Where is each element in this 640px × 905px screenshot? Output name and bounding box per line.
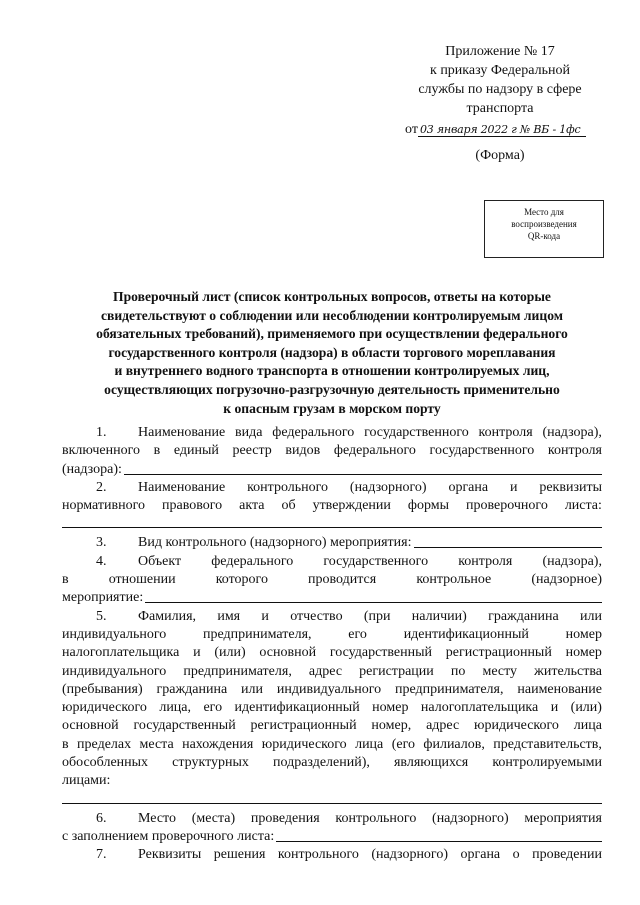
item-1-line-1 xyxy=(62,424,602,442)
word: номер xyxy=(565,626,602,642)
word: гражданина xyxy=(156,681,228,697)
word: Реквизиты xyxy=(138,847,202,863)
item-1-line-3 xyxy=(62,461,602,479)
word: представительств, xyxy=(493,736,602,752)
word: государственного xyxy=(364,425,469,440)
item-5-line-3 xyxy=(62,644,602,662)
item-2-line-1 xyxy=(62,479,602,497)
word: обособленных xyxy=(62,755,149,771)
justified-text xyxy=(138,846,602,864)
qr-line-3: QR-кода xyxy=(527,231,561,241)
justified-text xyxy=(138,608,602,626)
word: или xyxy=(241,681,264,697)
word: регистрационный xyxy=(445,645,552,661)
word: налогоплательщика xyxy=(420,700,539,716)
word: (места) xyxy=(191,810,236,826)
word: которого xyxy=(215,572,268,588)
word: лица xyxy=(573,718,602,734)
word: (надзорного) xyxy=(349,479,427,495)
word: о xyxy=(512,847,520,863)
word: государственный xyxy=(133,718,236,734)
item-5-label-end: лицами: xyxy=(62,773,111,789)
word: гражданина xyxy=(488,608,559,624)
word: в xyxy=(62,736,69,752)
word: нахождения xyxy=(182,736,254,752)
word: предпринимателя, xyxy=(183,663,292,679)
qr-line-1: Место для xyxy=(524,207,564,217)
word: регистрационный xyxy=(250,718,357,734)
word: Фамилия, xyxy=(138,608,197,624)
item-6-blank-field[interactable] xyxy=(276,828,602,842)
item-4-line-3 xyxy=(62,589,602,607)
word: его xyxy=(348,626,367,642)
word: утверждении xyxy=(312,498,391,514)
item-5-line-10 xyxy=(62,772,602,790)
title-line: и внутреннего водного транспорта в отношении контролируемых лиц, xyxy=(114,363,550,379)
word: государственного xyxy=(429,443,535,459)
item-number: 1. xyxy=(96,425,107,440)
word: Наименование xyxy=(138,479,226,495)
item-6-label-end: с заполнением проверочного листа: xyxy=(62,828,275,844)
item-5-line-9 xyxy=(62,754,602,772)
word: по xyxy=(450,663,466,679)
word: и xyxy=(550,700,559,716)
word: являющихся xyxy=(393,755,469,771)
word: включенного xyxy=(62,443,140,459)
item-1-blank-field[interactable] xyxy=(124,461,602,475)
justified-text xyxy=(138,553,602,571)
word: и xyxy=(509,479,518,495)
word: акта xyxy=(239,498,265,514)
word: (при xyxy=(363,608,391,624)
word: федерального xyxy=(211,553,294,569)
word: индивидуального xyxy=(62,663,167,679)
handwritten-date-number: 03 января 2022 г № ВБ - 1фс xyxy=(418,123,587,137)
justified-text xyxy=(138,424,602,442)
item-1-label-end: (надзора): xyxy=(62,461,122,477)
word: (надзорное) xyxy=(531,572,602,588)
item-5-line-5 xyxy=(62,681,602,699)
order-date-number xyxy=(405,120,585,139)
word: имя xyxy=(217,608,241,624)
word: или xyxy=(580,608,602,624)
word: (пребывания) xyxy=(62,681,143,697)
word: вида xyxy=(235,425,263,440)
title-line: Проверочный лист (список контрольных вопросов, ответы на которые xyxy=(113,289,551,304)
word: его xyxy=(203,700,223,716)
word: контроля xyxy=(478,425,533,440)
item-6-line-2 xyxy=(62,828,602,846)
word: основной xyxy=(259,645,317,661)
appendix-line-3: службы по надзору в сфере xyxy=(418,82,582,97)
document-body xyxy=(62,424,602,865)
word: структурных xyxy=(172,755,249,771)
word: федерального xyxy=(333,443,416,459)
appendix-line-4: транспорта xyxy=(466,101,534,116)
word: реестр xyxy=(232,443,272,459)
item-3-label: Вид контрольного (надзорного) мероприятия: xyxy=(138,535,412,551)
word: налогоплательщика xyxy=(62,645,180,661)
item-number: 6. xyxy=(96,810,107,826)
word: места xyxy=(139,736,174,752)
item-5-line-8 xyxy=(62,736,602,754)
word: проведения xyxy=(250,810,320,826)
word: правового xyxy=(162,498,223,514)
word: решения xyxy=(213,847,266,863)
word: государственный xyxy=(329,645,433,661)
word: контроля xyxy=(547,443,602,459)
word: контрольного xyxy=(335,810,417,826)
word: Место xyxy=(138,810,176,826)
word: органа xyxy=(448,479,489,495)
item-4-blank-field[interactable] xyxy=(145,589,602,603)
item-7-line-1 xyxy=(62,846,602,864)
word: (его xyxy=(391,736,415,752)
title-line: государственного контроля (надзора) в области торгового мореплавания xyxy=(108,344,556,360)
item-number: 7. xyxy=(96,847,107,863)
word: листа: xyxy=(564,498,602,514)
word: юридического xyxy=(62,700,147,716)
word: лица, xyxy=(159,700,192,716)
word: индивидуального xyxy=(62,626,167,642)
item-5-line-7 xyxy=(62,717,602,735)
word: номер xyxy=(372,700,409,716)
item-3-blank-field[interactable] xyxy=(414,534,603,548)
word: регистрации xyxy=(359,663,434,679)
word: лица xyxy=(355,736,384,752)
item-5-line-4 xyxy=(62,663,602,681)
item-4-line-1 xyxy=(62,553,602,571)
item-number: 5. xyxy=(96,608,107,624)
word: основной xyxy=(62,718,119,734)
word: подразделений), xyxy=(273,755,370,771)
word: в xyxy=(153,443,161,459)
word: (надзора), xyxy=(542,553,602,569)
justified-text xyxy=(138,479,602,497)
item-4-line-2 xyxy=(62,571,602,589)
word: Объект xyxy=(138,553,182,569)
word: и xyxy=(261,608,269,624)
word: индивидуального xyxy=(276,681,382,697)
title-line: обязательных требований), применяемого при осуществлении федерального xyxy=(96,326,568,342)
word: контрольное xyxy=(416,572,492,588)
qr-line-2: воспроизведения xyxy=(511,219,577,229)
word: наличии) xyxy=(411,608,467,624)
word: федерального xyxy=(272,425,355,440)
word: контроля xyxy=(458,553,513,569)
word: идентификационный xyxy=(234,700,360,716)
word: формы xyxy=(407,498,450,514)
item-2-line-2 xyxy=(62,497,602,515)
word: идентификационный xyxy=(403,626,529,642)
item-2-blank-field[interactable] xyxy=(62,515,602,528)
justified-text xyxy=(138,810,602,828)
title-line: свидетельствуют о соблюдении или несоблюдении контролируемым лицом xyxy=(100,307,564,323)
document-title xyxy=(62,288,602,418)
word: проверочного xyxy=(466,498,548,514)
item-number: 2. xyxy=(96,479,107,495)
word: в xyxy=(62,572,69,588)
item-5-blank-field[interactable] xyxy=(62,791,602,804)
word: контрольного xyxy=(277,847,359,863)
appendix-line-1: Приложение № 17 xyxy=(445,44,555,59)
word: юридического xyxy=(474,718,559,734)
word: проводится xyxy=(308,572,377,588)
form-label: (Форма) xyxy=(475,148,525,163)
word: предпринимателя, xyxy=(395,681,504,697)
item-3-line-1 xyxy=(62,534,602,552)
word: месту xyxy=(482,663,518,679)
word: адрес xyxy=(308,663,343,679)
word: единый xyxy=(173,443,219,459)
word: наименование xyxy=(517,681,602,697)
word: (надзора), xyxy=(542,425,602,440)
item-5-line-1 xyxy=(62,608,602,626)
word: отношении xyxy=(108,572,176,588)
word: предпринимателя, xyxy=(203,626,312,642)
item-4-label-end: мероприятие: xyxy=(62,590,144,606)
title-line: к опасным грузам в морском порту xyxy=(223,400,441,416)
word: реквизиты xyxy=(539,479,602,495)
word: (или) xyxy=(214,645,246,661)
word: отчество xyxy=(290,608,343,624)
word: юридического xyxy=(261,736,347,752)
word: (надзорного) xyxy=(371,847,448,863)
item-5-line-2 xyxy=(62,626,602,644)
word: органа xyxy=(460,847,501,863)
word: контролируемыми xyxy=(492,755,602,771)
word: (или) xyxy=(570,700,602,716)
word: Наименование xyxy=(138,425,226,440)
word: и xyxy=(193,645,201,661)
appendix-line-2: к приказу Федеральной xyxy=(430,63,570,78)
word: адрес xyxy=(426,718,460,734)
word: контрольного xyxy=(247,479,329,495)
word: жительства xyxy=(534,663,602,679)
word: об xyxy=(281,498,296,514)
appendix-header xyxy=(395,42,605,118)
item-1-line-2 xyxy=(62,442,602,460)
word: видов xyxy=(285,443,321,459)
order-date-prefix: от xyxy=(405,122,418,137)
item-6-line-1 xyxy=(62,810,602,828)
word: государственного xyxy=(323,553,429,569)
word: номер, xyxy=(371,718,412,734)
item-5-line-6 xyxy=(62,699,602,717)
title-line: осуществляющих погрузочно-разгрузочную деятельность применительно xyxy=(104,381,560,397)
word: нормативного xyxy=(62,498,146,514)
item-number: 4. xyxy=(96,553,107,569)
word: (надзорного) xyxy=(432,810,509,826)
word: пределах xyxy=(77,736,132,752)
qr-code-placeholder xyxy=(484,200,604,258)
word: мероприятия xyxy=(524,810,602,826)
item-3-number: 3. xyxy=(96,535,107,551)
word: филиалов, xyxy=(423,736,485,752)
word: проведении xyxy=(532,847,602,863)
word: номер xyxy=(565,645,602,661)
